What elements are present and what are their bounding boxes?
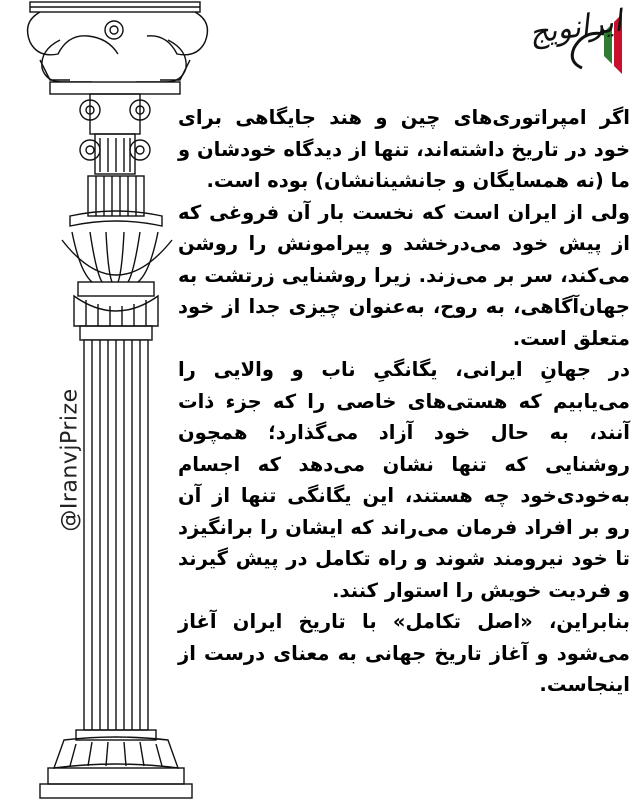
paragraph-1: اگر امپراتوری‌های چین و هند جایگاهی برای خود در تاریخ داشته‌اند، تنها از دیدگاه خودشان و ما (نه همسایگان و جانشینانشان) بوده است. — [178, 106, 630, 192]
paragraph-3: در جهانِ ایرانی، یگانگیِ ناب و والایی را می‌یابیم که هستی‌های خاصی را که جزء ذات آنند، به حال خود آزاد می‌گذارد؛ همچون روشنایی که تنها نشان می‌دهد که اجسام به‌خودی‌خود چه هستند، این یگانگی تنها از آن رو بر افراد فرمان می‌راند که ایشان را برانگیزد تا خود نیرومند شوند و راه تکامل در پیش گیرند و فردیت خویش را استوار کنند. — [178, 358, 630, 602]
watermark-handle: @IranvjPrize — [57, 388, 83, 532]
article-body — [178, 102, 630, 701]
paragraph-2: ولی از ایران است که نخست بار آن فروغی که از پیش خود می‌درخشد و پیرامونش را روشن می‌کند، سر بر می‌زند. زیرا روشنایی زرتشت به جهان‌آگاهی، به روح، به‌عنوان چیزی جدا از خود متعلق است. — [178, 200, 630, 350]
paragraph-4: بنابراین، «اصل تکامل» با تاریخ ایران آغاز می‌شود و آغاز تاریخ جهانی به معنای درست از اینجاست. — [178, 610, 630, 696]
brand-logo-text: ایرانویج — [526, 3, 624, 52]
